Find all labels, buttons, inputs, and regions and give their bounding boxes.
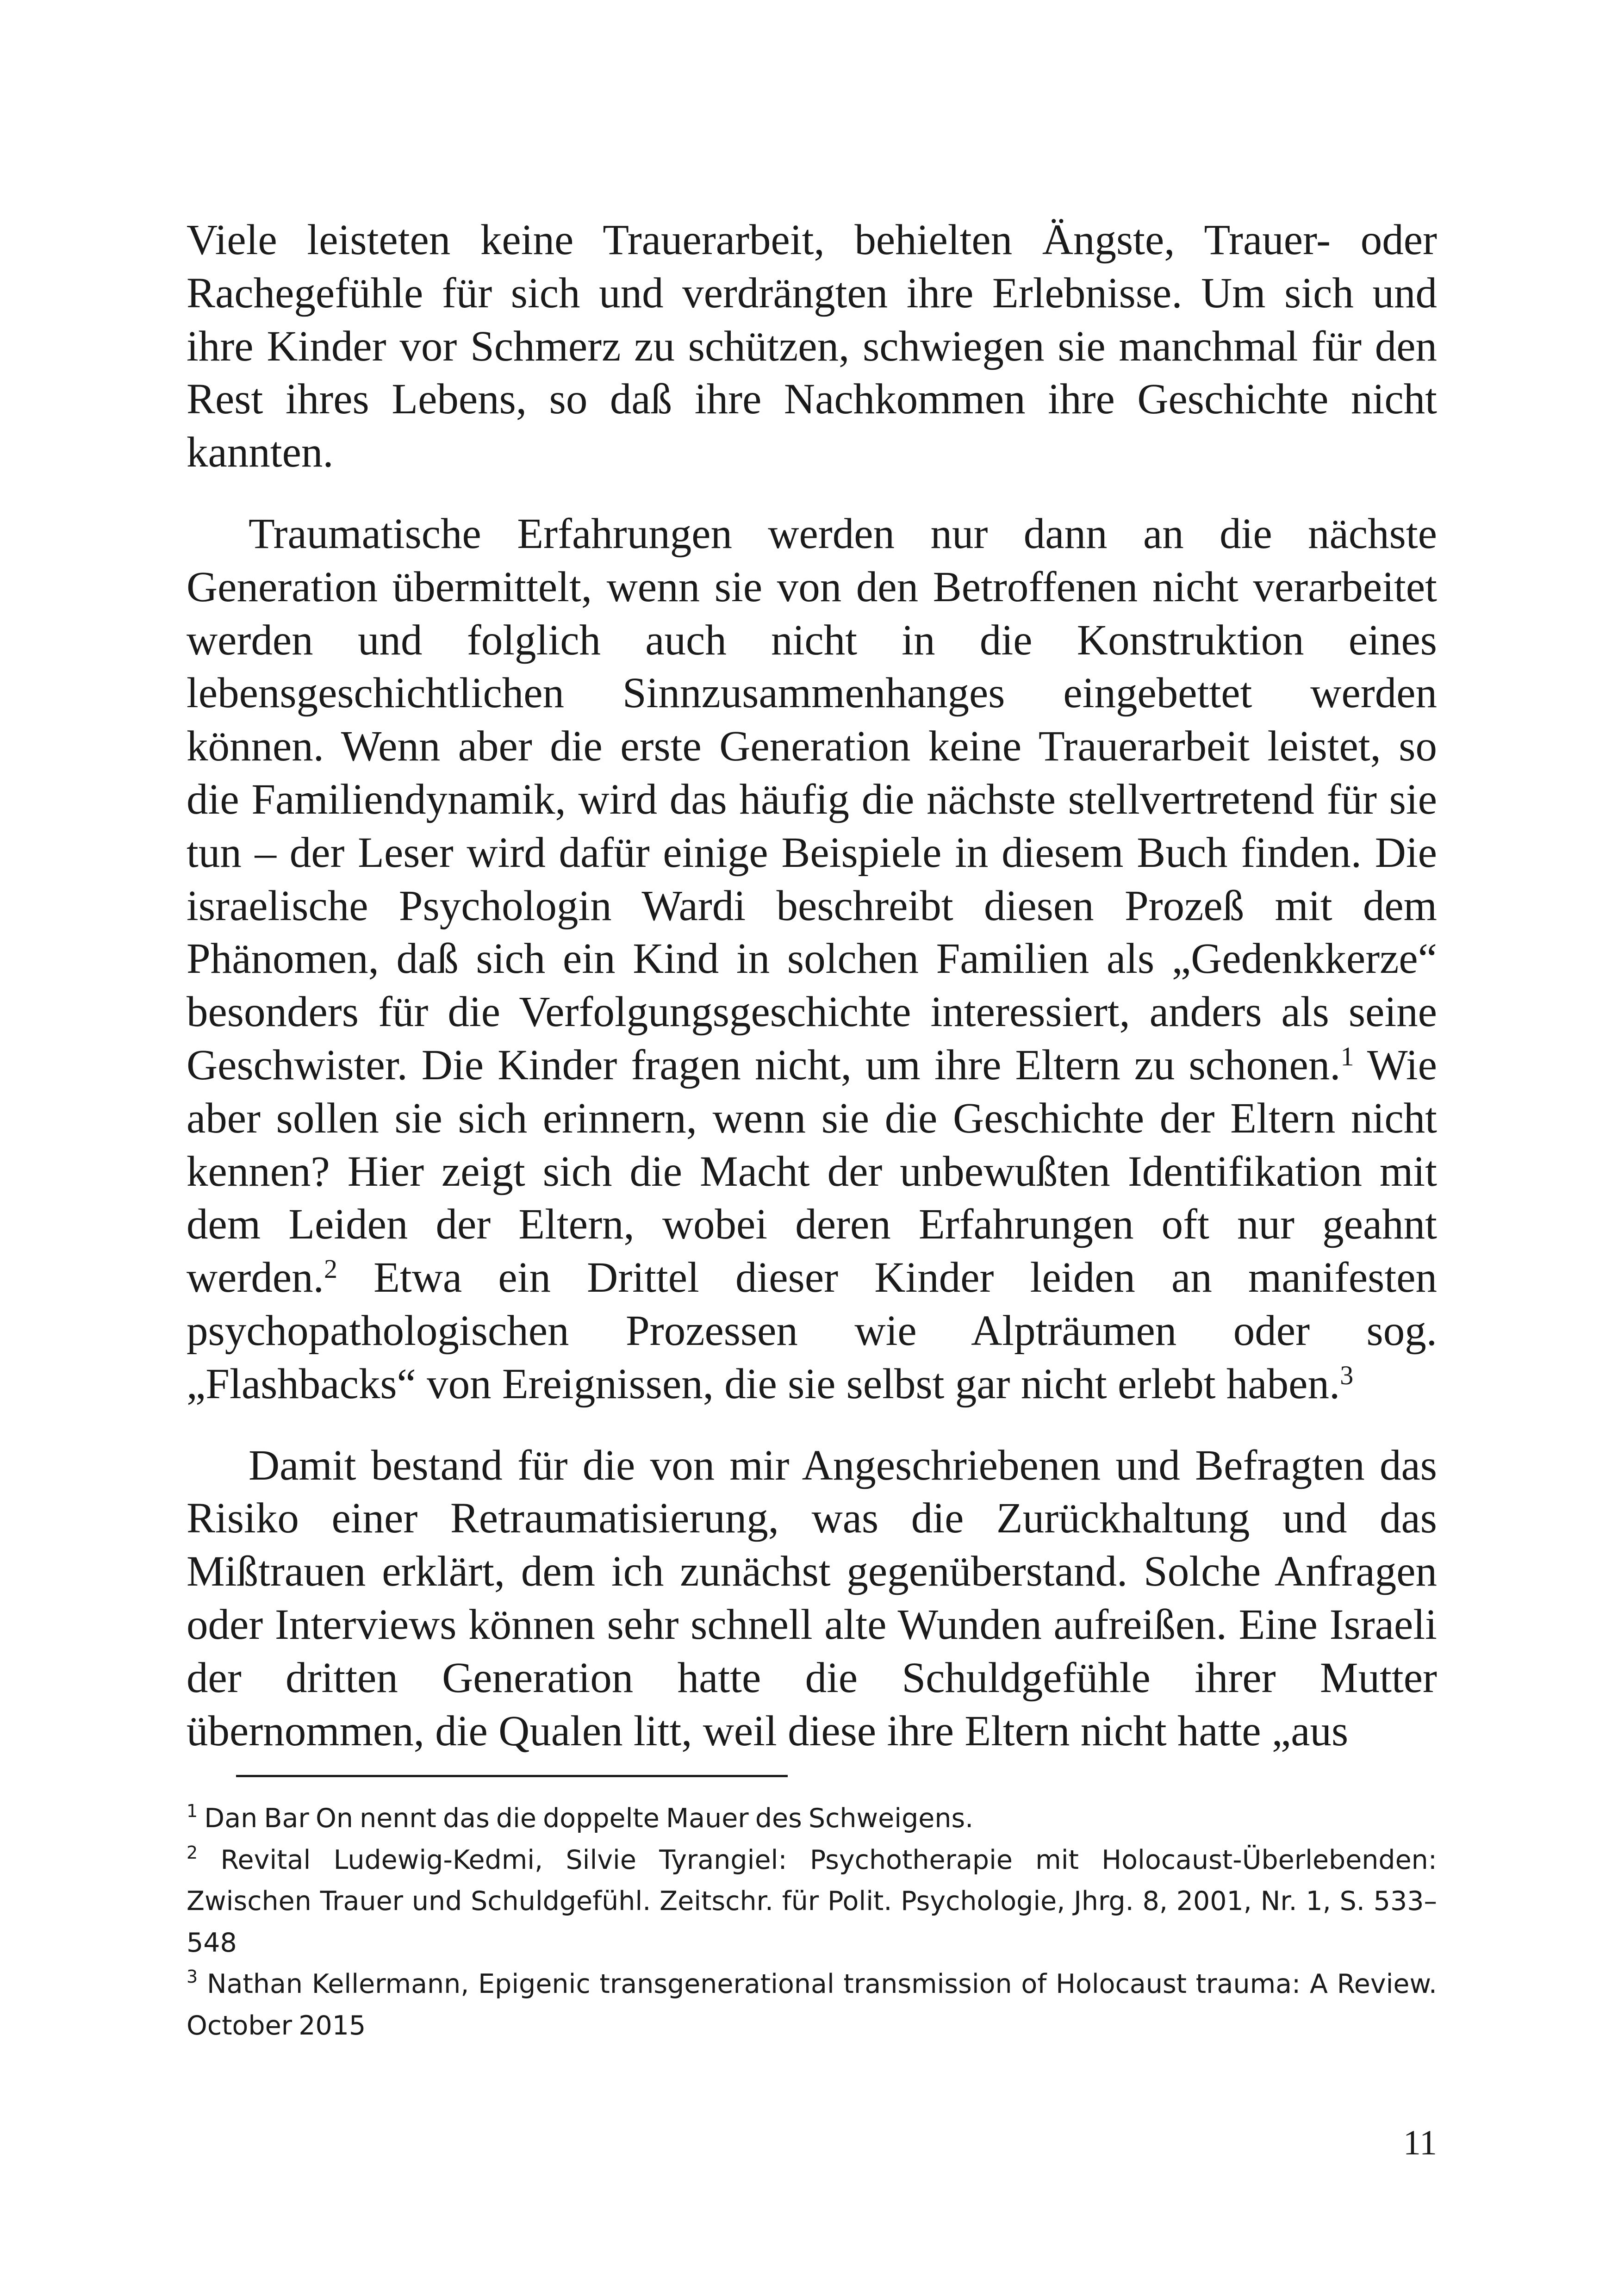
paragraph-2 bbox=[187, 508, 1437, 1411]
footnote-ref-2: 2 bbox=[324, 1254, 337, 1284]
footnote-number-3: 3 bbox=[187, 1966, 198, 1987]
footnote-text-3: Nathan Kellermann, Epigenic transgenerational transmission of Holocaust trauma: A Review. October 2015 bbox=[187, 1969, 1437, 2041]
paragraph-3: Damit bestand für die von mir Angeschriebenen und Befragten das Risiko einer Retraumatisierung, was die Zurückhaltung und das Mißtrauen erklärt, dem ich zunächst gegenüberstand. Solche Anfragen oder Interviews können sehr schnell alte Wunden aufreißen. Eine Israeli der dritten Generation hatte die Schuldgefühle ihrer Mutter übernommen, die Qualen litt, weil diese ihre Eltern nicht hatte „aus bbox=[187, 1441, 1437, 1755]
footnote-number-1: 1 bbox=[187, 1801, 198, 1821]
footnote-2 bbox=[187, 1840, 1437, 1964]
footnotes bbox=[187, 1798, 1437, 2047]
footnote-number-2: 2 bbox=[187, 1842, 198, 1863]
paragraph-2-part-b: Wie aber sollen sie sich erinnern, wenn sie die Geschichte der Eltern nicht kennen? Hier zeigt sich die Macht der unbewußten Identifikation mit dem Leiden der Eltern, wobei deren Erfahrungen oft nur geahnt werden. bbox=[187, 1041, 1437, 1302]
footnote-ref-1: 1 bbox=[1340, 1041, 1354, 1071]
paragraph-1: Viele leisteten keine Trauerarbeit, behielten Ängste, Trauer- oder Rachegefühle für sich und verdrängten ihre Erlebnisse. Um sich und ihre Kinder vor Schmerz zu schützen, schwiegen sie manchmal für den Rest ihres Lebens, so daß ihre Nachkommen ihre Geschichte nicht kannten. bbox=[187, 216, 1437, 477]
paragraph-2-part-c: Etwa ein Drittel dieser Kinder leiden an manifesten psychopathologischen Prozessen wie Alpträumen oder sog. „Flashbacks“ von Ereignissen, die sie selbst gar nicht erlebt haben. bbox=[187, 1254, 1437, 1408]
footnote-3 bbox=[187, 1964, 1437, 2047]
page-number: 11 bbox=[1403, 2123, 1437, 2162]
footnote-text-2: Revital Ludewig-Kedmi, Silvie Tyrangiel: Psychotherapie mit Holocaust-Überlebenden: Zwischen Trauer und Schuldgefühl. Zeitschr. für Polit. Psychologie, Jhrg. 8, 2001, Nr. 1, S. 533–548 bbox=[187, 1844, 1437, 1958]
footnote-text-1: Dan Bar On nennt das die doppelte Mauer des Schweigens. bbox=[198, 1803, 974, 1834]
footnote-ref-3: 3 bbox=[1340, 1360, 1354, 1390]
footnote-separator bbox=[236, 1775, 788, 1777]
paragraph-2-part-a: Traumatische Erfahrungen werden nur dann an die nächste Generation übermittelt, wenn sie von den Betroffenen nicht verarbeitet werden und folglich auch nicht in die Konstruktion eines lebensgeschichtlichen Sinnzusammenhanges eingebettet werden können. Wenn aber die erste Generation keine Trauerarbeit leistet, so die Familiendynamik, wird das häufig die nächste stellvertretend für sie tun – der Leser wird dafür einige Beispiele in diesem Buch finden. Die israelische Psychologin Wardi beschreibt diesen Prozeß mit dem Phänomen, daß sich ein Kind in solchen Familien als „Gedenkkerze“ besonders für die Verfolgungsgeschichte interessiert, anders als seine Geschwister. Die Kinder fragen nicht, um ihre Eltern zu schonen. bbox=[187, 510, 1437, 1089]
footnote-1 bbox=[187, 1798, 1437, 1840]
main-text bbox=[187, 214, 1437, 1758]
